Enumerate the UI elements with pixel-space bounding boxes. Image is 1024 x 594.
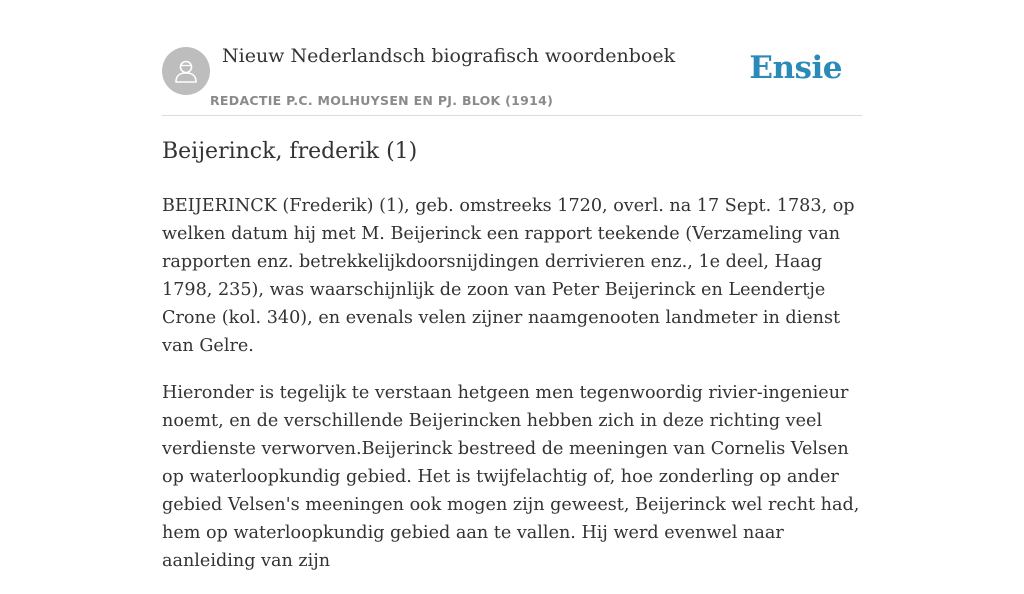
article-paragraph: BEIJERINCK (Frederik) (1), geb. omstreeks 1720, overl. na 17 Sept. 1783, op welken datum hij met M. Beijerinck een rapport teekende (Verzameling van rapporten enz. betrekkelijkdoorsnijdingen derrivieren enz., 1e deel, Haag 1798, 235), was waarschijnlijk de zoon van Peter Beijerinck en Leendertje Crone (kol. 340), en evenals velen zijner naamgenooten landmeter in dienst van Gelre. <box>162 196 855 356</box>
source-header <box>162 0 862 116</box>
article-title: Beijerinck, frederik (1) <box>162 139 418 164</box>
source-title[interactable]: Nieuw Nederlandsch biografisch woordenboek <box>222 45 676 67</box>
article-paragraph: Hieronder is tegelijk te verstaan hetgeen men tegenwoordig rivier-ingenieur noemt, en de verschillende Beijerincken hebben zich in deze richting veel verdienste verworven.Beijerinck bestreed de meeningen van Cornelis Velsen op waterloopkundig gebied. Het is twijfelachtig of, hoe zonderling op ander gebied Velsen's meeningen ook mogen zijn geweest, Beijerinck wel recht had, hem op waterloopkundig gebied aan te vallen. Hij werd evenwel naar aanleiding van zijn <box>162 383 860 571</box>
source-subtitle: REDACTIE P.C. MOLHUYSEN EN PJ. BLOK (1914) <box>210 93 554 108</box>
avatar <box>162 47 210 95</box>
article-body <box>162 192 862 594</box>
ensie-logo[interactable]: Ensie <box>749 50 842 86</box>
user-icon <box>172 57 200 85</box>
